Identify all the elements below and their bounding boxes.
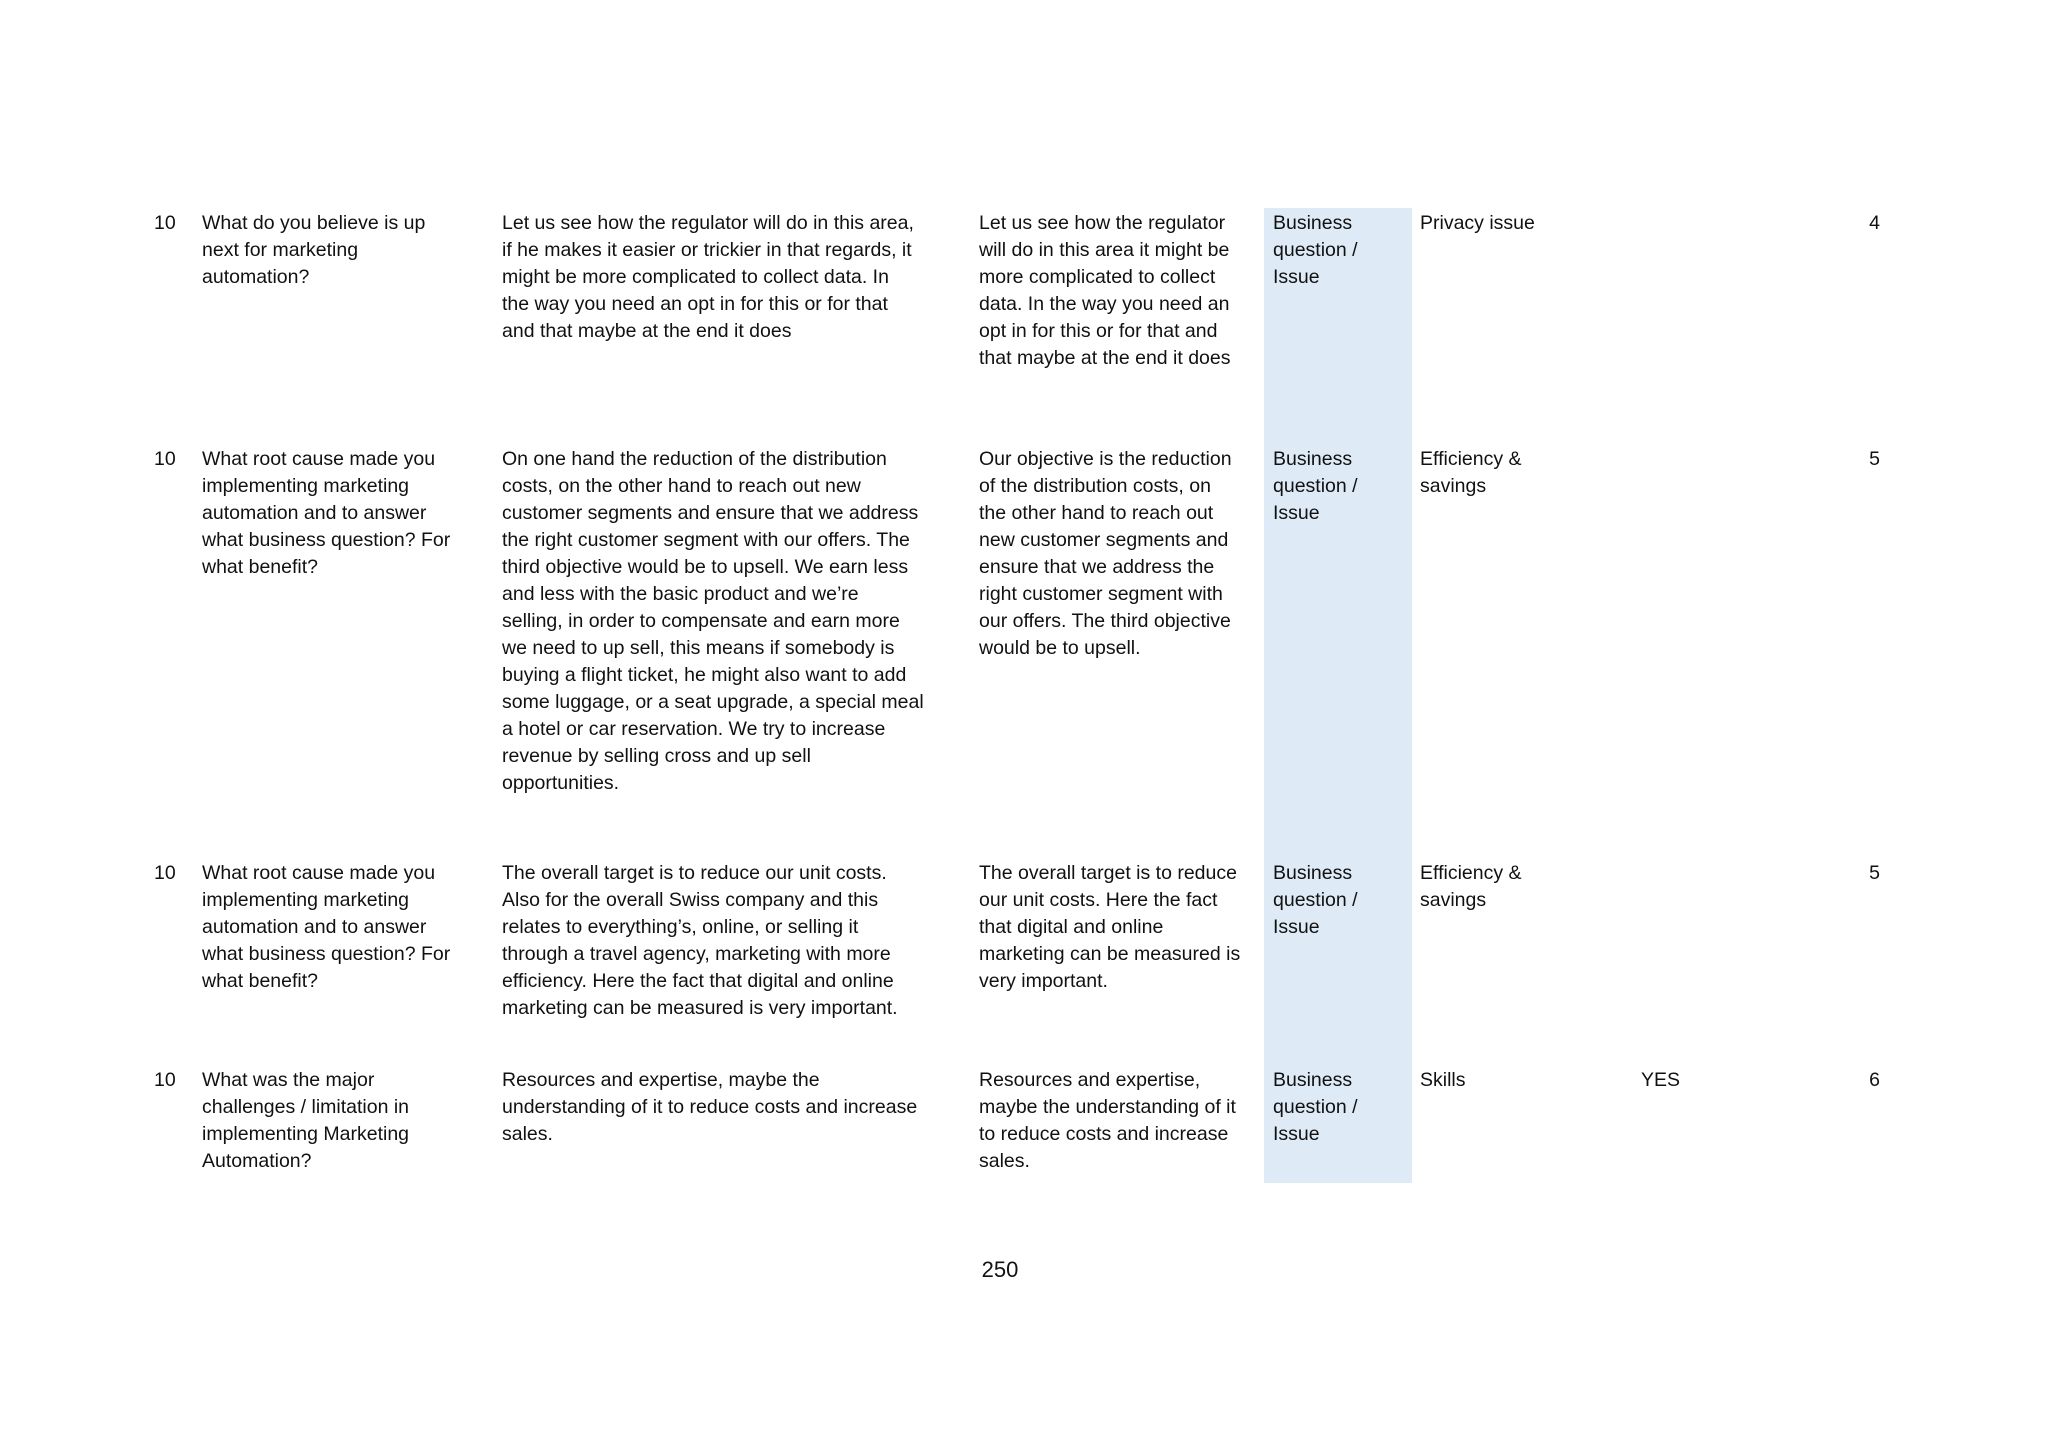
- question-cell: What root cause made you implementing marketing automation and to answer what business question? For what benefit?: [202, 448, 451, 578]
- summary-cell: The overall target is to reduce our unit costs. Here the fact that digital and online marketing can be measured is very important.: [979, 862, 1241, 992]
- answer-cell: The overall target is to reduce our unit costs. Also for the overall Swiss company and this relates to everything’s, online, or selling it through a travel agency, marketing with more efficiency. Here the fact that digital and online marketing can be measured is very important.: [502, 862, 898, 1019]
- answer-cell: Let us see how the regulator will do in this area, if he makes it easier or trickier in that regards, it might be more complicated to collect data. In the way you need an opt in for this or for that and that maybe at the end it does: [502, 212, 914, 342]
- theme-cell: Efficiency & savings: [1420, 862, 1522, 911]
- row-number: 10: [154, 862, 176, 884]
- row-number: 10: [154, 448, 176, 470]
- answer-cell: On one hand the reduction of the distribution costs, on the other hand to reach out new customer segments and ensure that we address the right customer segment with our offers. The third objective would be to upsell. We earn less and less with the basic product and we’re selling, in order to compensate and earn more we need to up sell, this means if somebody is buying a flight ticket, he might also want to add some luggage, or a seat upgrade, a special meal a hotel or car reservation. We try to increase revenue by selling cross and up sell opportunities.: [502, 448, 924, 794]
- row-number: 10: [154, 212, 176, 234]
- answer-cell: Resources and expertise, maybe the understanding of it to reduce costs and increase sales.: [502, 1069, 918, 1145]
- question-cell: What do you believe is up next for marketing automation?: [202, 212, 426, 288]
- score-cell: 5: [1869, 448, 1880, 470]
- category-cell: Business question / Issue: [1273, 862, 1358, 938]
- summary-cell: Let us see how the regulator will do in this area it might be more complicated to collect data. In the way you need an opt in for this or for that and that maybe at the end it does: [979, 212, 1231, 369]
- flag-cell: YES: [1641, 1069, 1681, 1091]
- score-cell: 6: [1869, 1069, 1880, 1091]
- question-cell: What root cause made you implementing marketing automation and to answer what business question? For what benefit?: [202, 862, 451, 992]
- question-cell: What was the major challenges / limitation in implementing Marketing Automation?: [202, 1069, 410, 1172]
- page-number: 250: [981, 1257, 1019, 1282]
- category-cell: Business question / Issue: [1273, 1069, 1358, 1145]
- theme-cell: Privacy issue: [1420, 212, 1535, 234]
- score-cell: 4: [1869, 212, 1880, 234]
- category-column-highlight: [1264, 208, 1412, 1183]
- theme-cell: Skills: [1420, 1069, 1466, 1091]
- summary-cell: Resources and expertise, maybe the understanding of it to reduce costs and increase sales.: [979, 1069, 1236, 1172]
- theme-cell: Efficiency & savings: [1420, 448, 1522, 497]
- category-cell: Business question / Issue: [1273, 448, 1358, 524]
- score-cell: 5: [1869, 862, 1880, 884]
- row-number: 10: [154, 1069, 176, 1091]
- summary-cell: Our objective is the reduction of the distribution costs, on the other hand to reach out new customer segments and ensure that we address the right customer segment with our offers. The third objective would be to upsell.: [979, 448, 1232, 659]
- category-cell: Business question / Issue: [1273, 212, 1358, 288]
